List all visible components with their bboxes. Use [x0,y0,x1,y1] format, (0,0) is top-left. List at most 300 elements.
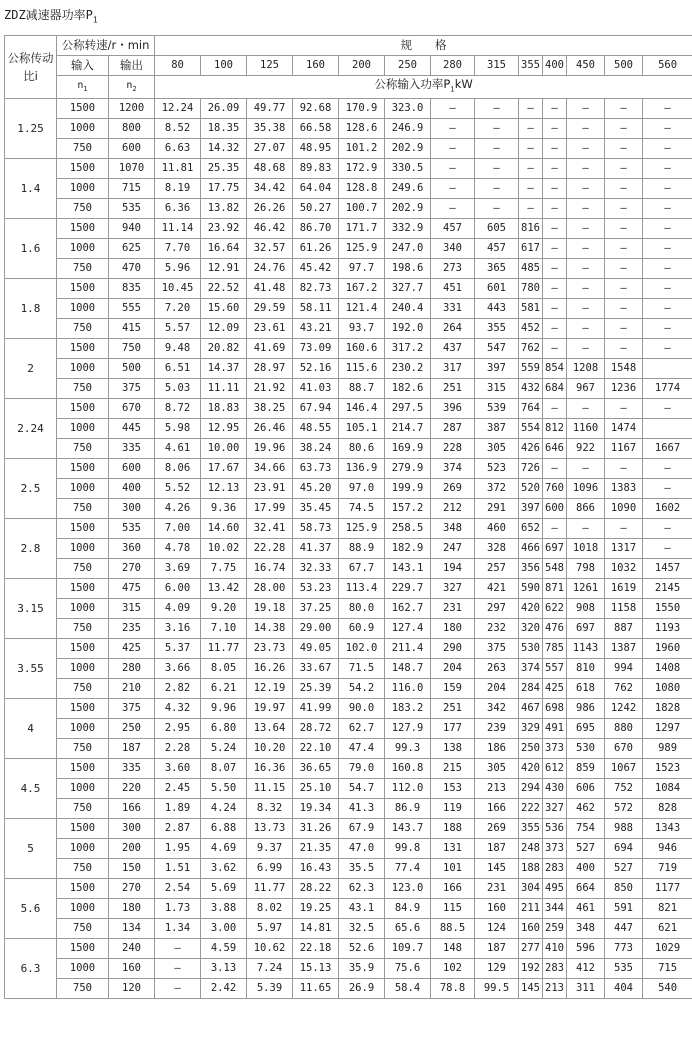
power-cell: 247.0 [385,239,431,259]
power-cell: — [543,219,567,239]
input-speed-cell: 750 [57,439,109,459]
ratio-cell: 2.24 [5,399,57,459]
size-header: 125 [247,56,293,76]
power-cell: 523 [475,459,519,479]
power-cell: 14.81 [293,919,339,939]
power-cell: 202.9 [385,199,431,219]
power-cell: — [431,139,475,159]
power-cell: 430 [543,779,567,799]
input-speed-cell: 1500 [57,939,109,959]
power-cell: 457 [431,219,475,239]
table-row [5,379,692,399]
ratio-cell: 3.15 [5,579,57,639]
power-cell: 12.95 [201,419,247,439]
power-cell: 18.35 [201,119,247,139]
power-cell: 16.36 [247,759,293,779]
table-row [5,699,692,719]
power-cell: 547 [475,339,519,359]
power-cell: 258.5 [385,519,431,539]
power-cell: 317.2 [385,339,431,359]
power-cell: 88.9 [339,539,385,559]
power-cell: 397 [475,359,519,379]
power-cell: 35.38 [247,119,293,139]
power-cell: 12.24 [155,99,201,119]
power-cell: 5.50 [201,779,247,799]
power-cell: 1084 [643,779,692,799]
power-cell: — [605,319,643,339]
power-cell: 277 [519,939,543,959]
size-header: 560 [643,56,692,76]
table-row [5,979,692,999]
power-cell: 9.48 [155,339,201,359]
output-speed-cell: 1070 [109,159,155,179]
power-cell: 251 [431,699,475,719]
power-cell: 6.00 [155,579,201,599]
power-cell: 10.02 [201,539,247,559]
input-speed-cell: 1000 [57,899,109,919]
power-cell: 160.6 [339,339,385,359]
power-cell: 646 [543,439,567,459]
table-row [5,419,692,439]
power-cell: 762 [605,679,643,699]
power-cell [643,359,692,379]
power-cell: 305 [475,759,519,779]
input-symbol: $n_1$ [57,76,109,99]
power-cell: 387 [475,419,519,439]
ratio-cell: 1.8 [5,279,57,339]
power-cell: 33.67 [293,659,339,679]
power-cell: 447 [605,919,643,939]
power-cell: 621 [643,919,692,939]
output-speed-cell: 160 [109,959,155,979]
table-row [5,359,692,379]
power-cell: 536 [543,819,567,839]
power-cell: 284 [519,679,543,699]
power-cell: 327 [543,799,567,819]
input-speed-cell: 1500 [57,399,109,419]
power-cell: 559 [519,359,543,379]
power-cell: 9.36 [201,499,247,519]
power-cell: 7.10 [201,619,247,639]
power-cell: 5.97 [247,919,293,939]
table-row [5,779,692,799]
size-header: 200 [339,56,385,76]
power-cell: 8.32 [247,799,293,819]
power-cell: 600 [543,499,567,519]
input-speed-cell: 1000 [57,959,109,979]
table-row [5,219,692,239]
power-cell: — [543,459,567,479]
power-cell: 754 [567,819,605,839]
power-cell: — [475,199,519,219]
power-cell: 213 [543,979,567,999]
output-speed-cell: 235 [109,619,155,639]
power-cell: — [475,159,519,179]
power-cell: 119 [431,799,475,819]
input-speed-cell: 1500 [57,99,109,119]
input-speed-cell: 1000 [57,359,109,379]
power-cell: — [643,259,692,279]
input-speed-cell: 750 [57,379,109,399]
power-cell: — [643,139,692,159]
power-cell: — [155,959,201,979]
power-cell: 64.04 [293,179,339,199]
power-cell: 7.00 [155,519,201,539]
power-cell: 396 [431,399,475,419]
ratio-cell: 1.6 [5,219,57,279]
power-cell: 798 [567,559,605,579]
power-cell: 32.57 [247,239,293,259]
power-cell: 58.11 [293,299,339,319]
power-cell: 355 [475,319,519,339]
power-cell: 694 [605,839,643,859]
output-speed-cell: 180 [109,899,155,919]
power-cell: — [605,299,643,319]
power-cell: 462 [567,799,605,819]
power-cell: 99.3 [385,739,431,759]
power-cell: 22.52 [201,279,247,299]
power-cell: 153 [431,779,475,799]
power-cell: 1.73 [155,899,201,919]
power-cell: 457 [475,239,519,259]
power-cell: 6.63 [155,139,201,159]
input-header: 输入 [57,56,109,76]
power-cell: 348 [431,519,475,539]
power-cell: — [567,239,605,259]
power-cell: 84.9 [385,899,431,919]
power-cell: 2.54 [155,879,201,899]
power-cell: 115.6 [339,359,385,379]
power-cell: 54.2 [339,679,385,699]
power-cell: 97.0 [339,479,385,499]
power-cell: 125.9 [339,239,385,259]
power-cell: 443 [475,299,519,319]
power-cell: 204 [475,679,519,699]
power-cell: 297.5 [385,399,431,419]
power-cell: 311 [567,979,605,999]
power-cell: 2.87 [155,819,201,839]
power-cell: 432 [519,379,543,399]
power-cell: 6.99 [247,859,293,879]
power-cell: 485 [519,259,543,279]
power-cell: 715 [643,959,692,979]
input-speed-cell: 750 [57,679,109,699]
power-cell: 211 [519,899,543,919]
power-cell: 43.21 [293,319,339,339]
power-cell: 148 [431,939,475,959]
power-cell: 160 [519,919,543,939]
power-cell: 136.9 [339,459,385,479]
speed-header: 公称转速/r・min [57,36,155,56]
power-cell: 182.6 [385,379,431,399]
power-cell: — [475,179,519,199]
power-cell: 2.82 [155,679,201,699]
power-cell: 355 [519,819,543,839]
table-row [5,399,692,419]
power-cell: 297 [475,599,519,619]
output-speed-cell: 150 [109,859,155,879]
header-row-1 [5,36,692,56]
power-cell: 31.26 [293,819,339,839]
power-cell: 305 [475,439,519,459]
input-speed-cell: 1500 [57,639,109,659]
output-speed-cell: 200 [109,839,155,859]
power-cell: 4.59 [201,939,247,959]
power-cell: 259 [543,919,567,939]
power-cell: 315 [475,379,519,399]
power-cell: 12.19 [247,679,293,699]
table-row [5,959,692,979]
power-cell: 113.4 [339,579,385,599]
power-cell: 13.64 [247,719,293,739]
power-cell: 373 [543,839,567,859]
power-cell: 752 [605,779,643,799]
power-cell: — [567,519,605,539]
ratio-cell: 2 [5,339,57,399]
power-cell: 23.92 [201,219,247,239]
power-cell: 35.45 [293,499,339,519]
power-cell: 866 [567,499,605,519]
ratio-cell: 1.25 [5,99,57,159]
table-row [5,179,692,199]
power-cell: 166 [431,879,475,899]
input-speed-cell: 1000 [57,479,109,499]
table-row [5,619,692,639]
input-speed-cell: 1500 [57,159,109,179]
power-cell: 169.9 [385,439,431,459]
power-cell: 317 [431,359,475,379]
power-cell: 328 [475,539,519,559]
power-cell: 812 [543,419,567,439]
power-cell: 34.42 [247,179,293,199]
power-cell: 231 [431,599,475,619]
power-cell: 1457 [643,559,692,579]
power-cell: 491 [543,719,567,739]
ratio-cell: 2.8 [5,519,57,579]
power-cell: — [431,179,475,199]
table-title: ZDZ减速器功率$P_1$ [4,8,98,25]
power-cell: 1387 [605,639,643,659]
power-cell: 1297 [643,719,692,739]
input-speed-cell: 750 [57,319,109,339]
power-cell: 664 [567,879,605,899]
power-cell: — [519,119,543,139]
power-cell: 684 [543,379,567,399]
power-cell: 6.88 [201,819,247,839]
power-cell: 15.13 [293,959,339,979]
power-cell: 22.28 [247,539,293,559]
power-cell: 1167 [605,439,643,459]
output-speed-cell: 445 [109,419,155,439]
power-cell: 172.9 [339,159,385,179]
power-cell: — [543,199,567,219]
power-cell: — [605,459,643,479]
power-cell: 211.4 [385,639,431,659]
power-cell: 535 [605,959,643,979]
power-cell: 32.5 [339,919,385,939]
table-row [5,139,692,159]
power-cell: 109.7 [385,939,431,959]
power-cell: 2145 [643,579,692,599]
power-cell: 90.0 [339,699,385,719]
power-cell: — [567,259,605,279]
power-cell: 373 [543,739,567,759]
power-cell: 145 [475,859,519,879]
power-cell: 167.2 [339,279,385,299]
output-speed-cell: 315 [109,599,155,619]
table-row [5,539,692,559]
size-header: 450 [567,56,605,76]
power-cell: — [643,199,692,219]
power-cell: 62.7 [339,719,385,739]
power-cell: 605 [475,219,519,239]
power-cell: 287 [431,419,475,439]
power-cell: 1067 [605,759,643,779]
power-cell: 7.75 [201,559,247,579]
power-cell: 21.35 [293,839,339,859]
power-cell: 198.6 [385,259,431,279]
power-cell: 1619 [605,579,643,599]
table-row [5,899,692,919]
power-cell: 35.9 [339,959,385,979]
power-cell: 38.25 [247,399,293,419]
power-cell: 850 [605,879,643,899]
power-cell: 25.39 [293,679,339,699]
power-cell: 121.4 [339,299,385,319]
power-cell: 3.16 [155,619,201,639]
power-cell: 4.24 [201,799,247,819]
power-cell: 26.09 [201,99,247,119]
power-cell: 182.9 [385,539,431,559]
power-cell: 1602 [643,499,692,519]
power-cell: 160 [475,899,519,919]
power-cell: 123.0 [385,879,431,899]
power-cell: 101 [431,859,475,879]
power-cell: — [567,159,605,179]
power-cell: 273 [431,259,475,279]
power-cell: 1550 [643,599,692,619]
input-speed-cell: 1000 [57,839,109,859]
input-speed-cell: 1500 [57,699,109,719]
power-cell: 24.76 [247,259,293,279]
power-cell: 63.73 [293,459,339,479]
power-cell: 764 [519,399,543,419]
power-cell: 74.5 [339,499,385,519]
power-cell: 49.77 [247,99,293,119]
output-speed-cell: 187 [109,739,155,759]
table-row [5,659,692,679]
table-row [5,679,692,699]
power-cell: — [543,339,567,359]
size-header: 280 [431,56,475,76]
table-row [5,919,692,939]
power-cell: 1343 [643,819,692,839]
input-speed-cell: 1000 [57,239,109,259]
power-cell: 880 [605,719,643,739]
power-cell: 1080 [643,679,692,699]
power-cell: 8.02 [247,899,293,919]
power-cell: 871 [543,579,567,599]
power-cell: 127.9 [385,719,431,739]
power-cell: 50.27 [293,199,339,219]
power-cell: 52.16 [293,359,339,379]
power-cell: 1383 [605,479,643,499]
power-cell: 105.1 [339,419,385,439]
power-cell: 1667 [643,439,692,459]
table-row [5,759,692,779]
power-cell: — [567,199,605,219]
input-speed-cell: 1500 [57,339,109,359]
output-header: 输出 [109,56,155,76]
power-cell: 202.9 [385,139,431,159]
power-cell: 1261 [567,579,605,599]
power-cell: 47.4 [339,739,385,759]
power-cell: 215 [431,759,475,779]
power-cell: — [567,399,605,419]
power-cell: 4.09 [155,599,201,619]
power-cell: 186 [475,739,519,759]
power-cell: 762 [519,339,543,359]
power-cell: 124 [475,919,519,939]
table-row [5,339,692,359]
power-cell: 146.4 [339,399,385,419]
table-row [5,799,692,819]
power-cell: 127.4 [385,619,431,639]
power-cell: — [155,939,201,959]
power-cell: 28.97 [247,359,293,379]
power-cell: 38.24 [293,439,339,459]
power-cell: — [605,339,643,359]
power-cell: — [643,279,692,299]
input-speed-cell: 750 [57,559,109,579]
power-cell: 192.0 [385,319,431,339]
power-cell: 58.73 [293,519,339,539]
power-cell: 922 [567,439,605,459]
power-cell: 1143 [567,639,605,659]
power-cell: — [605,159,643,179]
power-cell: — [605,239,643,259]
power-cell: 48.55 [293,419,339,439]
power-cell: 88.7 [339,379,385,399]
power-cell: — [567,299,605,319]
power-cell: 230.2 [385,359,431,379]
power-cell: 331 [431,299,475,319]
power-cell: 93.7 [339,319,385,339]
power-cell: 467 [519,699,543,719]
ratio-header: 公称传动比i [5,36,57,99]
power-header: 公称输入功率$P_1kW$ [155,76,692,99]
power-cell: 187 [475,839,519,859]
power-table [4,35,692,999]
power-cell: 100.7 [339,199,385,219]
power-cell: 283 [543,859,567,879]
power-cell: — [605,519,643,539]
power-cell: — [431,199,475,219]
power-cell: 11.15 [247,779,293,799]
power-cell: 1177 [643,879,692,899]
table-row [5,119,692,139]
power-cell: 67.7 [339,559,385,579]
power-cell: 460 [475,519,519,539]
power-cell: 1.34 [155,919,201,939]
table-row [5,599,692,619]
power-cell: 3.60 [155,759,201,779]
input-speed-cell: 1500 [57,879,109,899]
power-cell: 160.8 [385,759,431,779]
power-cell: 859 [567,759,605,779]
power-cell: 240.4 [385,299,431,319]
power-cell: 9.37 [247,839,293,859]
